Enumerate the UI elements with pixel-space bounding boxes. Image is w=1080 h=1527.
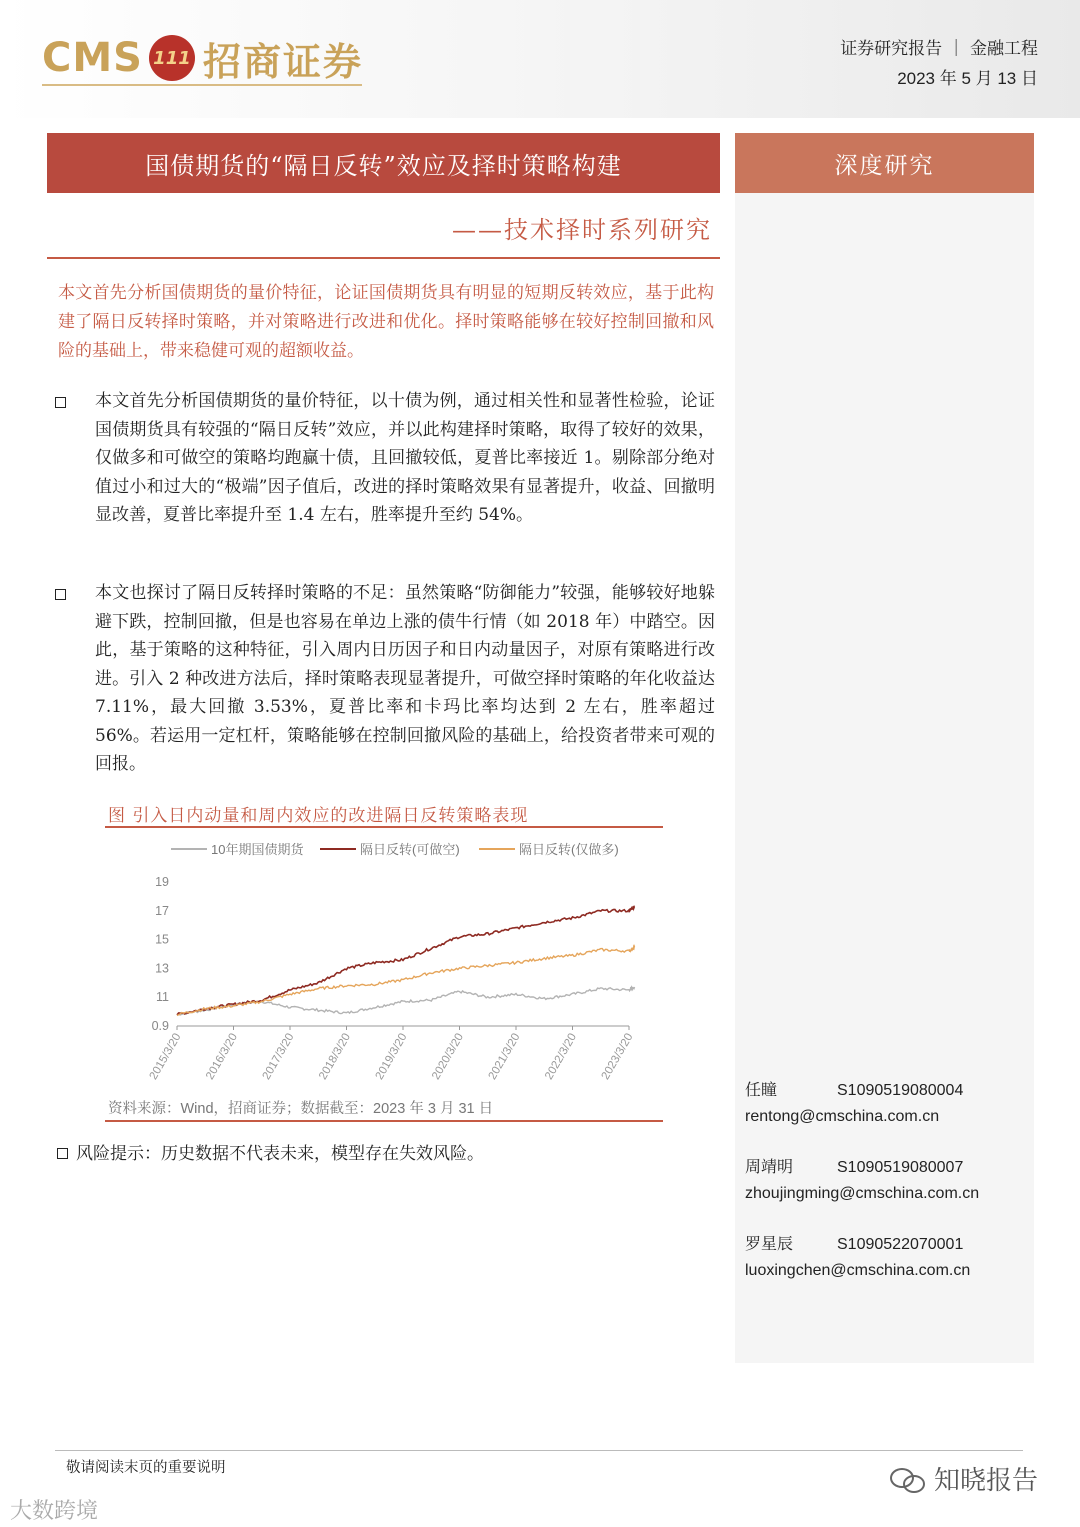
watermark-left: 大数跨境 [10,1499,99,1524]
figure-title: 图 引入日内动量和周内效应的改进隔日反转策略表现 [108,806,529,826]
y-tick-label: 13 [155,961,169,976]
analyst-card [745,1231,1025,1280]
analyst-name: 罗星辰 [745,1234,794,1253]
bullet-text: 本文首先分析国债期货的量价特征，以十债为例，通过相关性和显著性检验，论证国债期货具有较强的“隔日反转”效应，并以此构建择时策略，取得了较好的效果，仅做多和可做空的策略均跑赢十债，且回撤较低，夏普比率接近 1。剔除部分绝对值过小和过大的“极端”因子值后，改进的择时策略效果有显著提升，收益、回撤明显改善，夏普比率提升至 1.4 左右，胜率提升至约 54%。 [95,391,715,525]
y-tick-label: 19 [155,875,169,889]
legend-label: 隔日反转(仅做多) [519,842,619,857]
analyst-id: S1090519080004 [837,1082,964,1099]
watermark-text: 知晓报告 [934,1466,1039,1496]
analyst-email[interactable]: luoxingchen@cmschina.com.cn [745,1262,971,1279]
bullet-text: 本文也探讨了隔日反转择时策略的不足：虽然策略“防御能力”较强，能够较好地躲避下跌，控制回撤，但是也容易在单边上涨的债牛行情（如 2018 年）中踏空。因此，基于策略的这种特征，引入周内日历因子和日内动量因子，对原有策略进行改进。引入 2 种改进方法后，择时策略表现显著提升，可做空择时策略的年化收益达 7.11%，最大回撤 3.53%，夏普比率和卡玛比率均达到 2 左右，胜率超过 56%。若运用一定杠杆，策略能够在控制回撤风险的基础上，给投资者带来可观的回报。 [95,583,715,774]
abstract: 本文首先分析国债期货的量价特征，论证国债期货具有明显的短期反转效应，基于此构建了隔日反转择时策略，并对策略进行改进和优化。择时策略能够在较好控制回撤和风险的基础上，带来稳健可观的超额收益。 [58,283,714,361]
y-tick-label: 17 [155,903,169,918]
risk-text: 风险提示：历史数据不代表未来，模型存在失效风险。 [76,1144,484,1164]
analyst-id: S1090522070001 [837,1236,964,1253]
report-title: 国债期货的“隔日反转”效应及择时策略构建 [145,151,622,180]
logo-chinese: 招商证券 [202,38,363,84]
bullet-item [55,579,715,779]
x-tick-label: 2017/3/20 [260,1031,297,1082]
x-tick-label: 2020/3/20 [430,1031,467,1082]
analyst-name: 任瞳 [745,1080,778,1099]
analyst-email[interactable]: rentong@cmschina.com.cn [745,1108,940,1125]
analyst-card [745,1154,1025,1203]
side-label: 深度研究 [834,152,935,179]
side-label-bar [735,133,1034,193]
cms-logo [42,30,363,86]
risk-warning [57,1139,484,1164]
analyst-card [745,1077,1025,1126]
x-tick-label: 2019/3/20 [373,1031,410,1082]
figure-source: 资料来源：Wind，招商证券；数据截至：2023 年 3 月 31 日 [108,1101,494,1117]
figure-rule [105,826,663,828]
legend-label: 隔日反转(可做空) [360,842,460,857]
logo-underline [42,84,362,86]
figure-rule-bottom [105,1120,663,1122]
watermark-right [890,1460,1038,1497]
divider [47,257,720,259]
x-tick-label: 2022/3/20 [543,1031,580,1082]
legend-label: 10年期国债期货 [211,842,304,857]
x-tick-label: 2021/3/20 [486,1031,523,1082]
x-tick-label: 2018/3/20 [317,1031,354,1082]
series-line [177,987,635,1015]
series-line [177,946,635,1015]
series-line [177,906,635,1015]
analyst-email[interactable]: zhoujingming@cmschina.com.cn [745,1185,980,1202]
y-tick-label: 15 [155,932,169,947]
line-chart [105,830,665,1092]
square-bullet-icon [55,589,66,600]
square-bullet-icon [55,397,66,408]
y-tick-label: 0.9 [151,1019,169,1033]
analyst-id: S1090519080007 [837,1159,964,1176]
logo-badge-icon: 111 [149,35,195,81]
report-date: 2023 年 5 月 13 日 [897,69,1038,88]
report-subtitle: ——技术择时系列研究 [452,216,712,244]
x-tick-label: 2023/3/20 [599,1031,636,1082]
y-tick-label: 11 [156,990,169,1005]
x-tick-label: 2015/3/20 [147,1031,184,1082]
x-tick-label: 2016/3/20 [204,1031,241,1082]
analyst-name: 周靖明 [745,1157,794,1176]
logo-latin: CMS [42,35,143,81]
title-bar [47,133,720,193]
footer-rule [55,1450,1023,1451]
report-type: 证券研究报告 ｜ 金融工程 [840,39,1038,59]
wechat-icon [890,1466,926,1492]
footer-note: 敬请阅读末页的重要说明 [66,1460,226,1476]
bullet-item [55,387,715,530]
square-bullet-icon [57,1148,68,1159]
